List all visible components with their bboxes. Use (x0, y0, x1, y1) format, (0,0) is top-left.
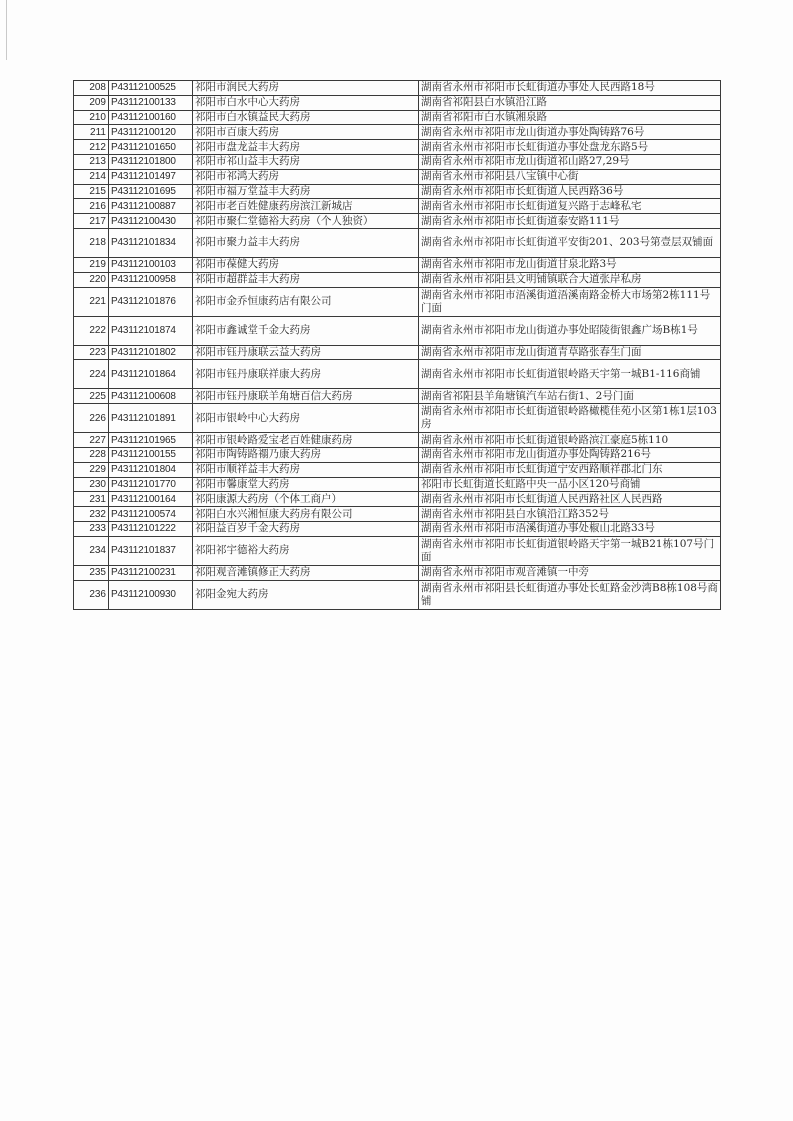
row-number: 221 (74, 287, 109, 316)
license-code: P43112100608 (109, 389, 193, 404)
license-code: P43112101864 (109, 360, 193, 389)
row-number: 214 (74, 169, 109, 184)
pharmacy-name: 祁阳祁宇德裕大药房 (193, 536, 419, 565)
license-code: P43112100103 (109, 257, 193, 272)
license-code: P43112100958 (109, 272, 193, 287)
pharmacy-address: 湖南省永州市祁阳市长虹街道办事处盘龙东路5号 (419, 140, 721, 155)
pharmacy-name: 祁阳市陶铸路禤乃康大药房 (193, 447, 419, 462)
license-code: P43112100155 (109, 447, 193, 462)
table-row (74, 287, 721, 316)
pharmacy-name: 祁阳市福万堂益丰大药房 (193, 184, 419, 199)
table-row (74, 477, 721, 492)
pharmacy-name: 祁阳市白水中心大药房 (193, 95, 419, 110)
pharmacy-address: 湖南省祁阳县白水镇沿江路 (419, 95, 721, 110)
pharmacy-name: 祁阳市聚力益丰大药房 (193, 228, 419, 257)
license-code: P43112100164 (109, 492, 193, 507)
pharmacy-address: 湖南省永州市祁阳市长虹街道泰安路111号 (419, 214, 721, 229)
pharmacy-address: 湖南省永州市祁阳市龙山街道青草路张春生门面 (419, 345, 721, 360)
pharmacy-address: 湖南省永州市祁阳市长虹街道办事处人民西路18号 (419, 81, 721, 96)
pharmacy-address: 湖南省永州市祁阳市龙山街道办事处昭陵街银鑫广场B栋1号 (419, 316, 721, 345)
row-number: 217 (74, 214, 109, 229)
table-row (74, 228, 721, 257)
row-number: 226 (74, 404, 109, 433)
pharmacy-address: 湖南省永州市祁阳市长虹街道银岭路天宇第一城B1-116商铺 (419, 360, 721, 389)
table-row (74, 580, 721, 609)
pharmacy-address: 湖南省永州市祁阳市浯溪街道浯溪南路金桥大市场第2栋111号门面 (419, 287, 721, 316)
row-number: 234 (74, 536, 109, 565)
license-code: P43112101837 (109, 536, 193, 565)
pharmacy-name: 祁阳市银岭路爱宝老百姓健康药房 (193, 433, 419, 448)
pharmacy-name: 祁阳市钰丹康联祥康大药房 (193, 360, 419, 389)
row-number: 228 (74, 447, 109, 462)
pharmacy-name: 祁阳康源大药房（个体工商户） (193, 492, 419, 507)
row-number: 212 (74, 140, 109, 155)
row-number: 216 (74, 199, 109, 214)
pharmacy-address: 湖南省永州市祁阳市长虹街道人民西路社区人民西路 (419, 492, 721, 507)
license-code: P43112100120 (109, 125, 193, 140)
pharmacy-name: 祁阳市钰丹康联羊角塘百信大药房 (193, 389, 419, 404)
row-number: 215 (74, 184, 109, 199)
table-row (74, 345, 721, 360)
table-row (74, 140, 721, 155)
row-number: 232 (74, 507, 109, 522)
table-row (74, 316, 721, 345)
table-row (74, 447, 721, 462)
pharmacy-address: 湖南省永州市祁阳市长虹街道宁安西路顺祥郡北门东 (419, 462, 721, 477)
row-number: 219 (74, 257, 109, 272)
license-code: P43112100430 (109, 214, 193, 229)
table-row (74, 199, 721, 214)
pharmacy-address: 湖南省永州市祁阳市长虹街道平安街201、203号第壹层双铺面 (419, 228, 721, 257)
license-code: P43112101876 (109, 287, 193, 316)
pharmacy-name: 祁阳益百岁千金大药房 (193, 521, 419, 536)
row-number: 210 (74, 110, 109, 125)
pharmacy-address: 湖南省永州市祁阳市龙山街道祁山路27,29号 (419, 154, 721, 169)
row-number: 229 (74, 462, 109, 477)
pharmacy-name: 祁阳市葆健大药房 (193, 257, 419, 272)
pharmacy-name: 祁阳金宛大药房 (193, 580, 419, 609)
row-number: 211 (74, 125, 109, 140)
pharmacy-name: 祁阳市百康大药房 (193, 125, 419, 140)
license-code: P43112100574 (109, 507, 193, 522)
pharmacy-name: 祁阳市老百姓健康药房滨江新城店 (193, 199, 419, 214)
table-row (74, 272, 721, 287)
table-row (74, 404, 721, 433)
pharmacy-name: 祁阳市超群益丰大药房 (193, 272, 419, 287)
table-row (74, 184, 721, 199)
license-code: P43112101800 (109, 154, 193, 169)
scan-edge-line (6, 0, 7, 60)
row-number: 213 (74, 154, 109, 169)
pharmacy-table-body (74, 81, 721, 610)
row-number: 209 (74, 95, 109, 110)
table-row (74, 360, 721, 389)
pharmacy-name: 祁阳市盘龙益丰大药房 (193, 140, 419, 155)
license-code: P43112101770 (109, 477, 193, 492)
license-code: P43112101695 (109, 184, 193, 199)
pharmacy-address: 湖南省永州市祁阳县文明铺镇联合大道张岸私房 (419, 272, 721, 287)
pharmacy-address: 祁阳市长虹街道长虹路中央一品小区120号商铺 (419, 477, 721, 492)
pharmacy-name: 祁阳观音滩镇修正大药房 (193, 565, 419, 580)
row-number: 231 (74, 492, 109, 507)
pharmacy-address: 湖南省永州市祁阳县白水镇沿江路352号 (419, 507, 721, 522)
license-code: P43112101802 (109, 345, 193, 360)
license-code: P43112100133 (109, 95, 193, 110)
pharmacy-address: 湖南省永州市祁阳市长虹街道复兴路于志峰私宅 (419, 199, 721, 214)
license-code: P43112100930 (109, 580, 193, 609)
table-row (74, 507, 721, 522)
table-row (74, 521, 721, 536)
table-row (74, 257, 721, 272)
pharmacy-address: 湖南省永州市祁阳市龙山街道甘泉北路3号 (419, 257, 721, 272)
pharmacy-address: 湖南省永州市祁阳市观音滩镇一中旁 (419, 565, 721, 580)
row-number: 222 (74, 316, 109, 345)
license-code: P43112101804 (109, 462, 193, 477)
table-row (74, 389, 721, 404)
table-row (74, 462, 721, 477)
pharmacy-name: 祁阳白水兴湘恒康大药房有限公司 (193, 507, 419, 522)
license-code: P43112101834 (109, 228, 193, 257)
row-number: 220 (74, 272, 109, 287)
table-row (74, 565, 721, 580)
table-row (74, 81, 721, 96)
pharmacy-address: 湖南省永州市祁阳市龙山街道办事处陶铸路76号 (419, 125, 721, 140)
table-row (74, 214, 721, 229)
row-number: 236 (74, 580, 109, 609)
pharmacy-address: 湖南省永州市祁阳市长虹街道银岭路滨江豪庭5栋110 (419, 433, 721, 448)
pharmacy-address: 湖南省永州市祁阳市长虹街道银岭路天宇第一城B21栋107号门面 (419, 536, 721, 565)
pharmacy-name: 祁阳市馨康堂大药房 (193, 477, 419, 492)
pharmacy-name: 祁阳市祁鸿大药房 (193, 169, 419, 184)
pharmacy-address: 湖南省祁阳县羊角塘镇汽车站右街1、2号门面 (419, 389, 721, 404)
license-code: P43112101222 (109, 521, 193, 536)
table-row (74, 433, 721, 448)
row-number: 218 (74, 228, 109, 257)
pharmacy-address: 湖南省永州市祁阳市长虹街道人民西路36号 (419, 184, 721, 199)
license-code: P43112100231 (109, 565, 193, 580)
license-code: P43112100160 (109, 110, 193, 125)
license-code: P43112101497 (109, 169, 193, 184)
pharmacy-name: 祁阳市鑫诚堂千金大药房 (193, 316, 419, 345)
license-code: P43112101874 (109, 316, 193, 345)
pharmacy-address: 湖南省祁阳市白水镇湘泉路 (419, 110, 721, 125)
pharmacy-address: 湖南省永州市祁阳市浯溪街道办事处椒山北路33号 (419, 521, 721, 536)
row-number: 227 (74, 433, 109, 448)
pharmacy-name: 祁阳市银岭中心大药房 (193, 404, 419, 433)
pharmacy-table (73, 80, 721, 610)
row-number: 230 (74, 477, 109, 492)
table-row (74, 125, 721, 140)
license-code: P43112100525 (109, 81, 193, 96)
pharmacy-name: 祁阳市润民大药房 (193, 81, 419, 96)
license-code: P43112101965 (109, 433, 193, 448)
table-row (74, 536, 721, 565)
license-code: P43112101650 (109, 140, 193, 155)
license-code: P43112100887 (109, 199, 193, 214)
row-number: 235 (74, 565, 109, 580)
table-row (74, 110, 721, 125)
table-row (74, 169, 721, 184)
row-number: 224 (74, 360, 109, 389)
pharmacy-name: 祁阳市金乔恒康药店有限公司 (193, 287, 419, 316)
table-row (74, 95, 721, 110)
row-number: 223 (74, 345, 109, 360)
pharmacy-name: 祁阳市顺祥益丰大药房 (193, 462, 419, 477)
pharmacy-address: 湖南省永州市祁阳县八宝镇中心街 (419, 169, 721, 184)
pharmacy-address: 湖南省永州市祁阳县长虹街道办事处长虹路金沙湾B8栋108号商铺 (419, 580, 721, 609)
pharmacy-name: 祁阳市祁山益丰大药房 (193, 154, 419, 169)
pharmacy-address: 湖南省永州市祁阳市长虹街道银岭路橄榄佳苑小区第1栋1层103房 (419, 404, 721, 433)
row-number: 233 (74, 521, 109, 536)
table-row (74, 154, 721, 169)
pharmacy-name: 祁阳市钰丹康联云益大药房 (193, 345, 419, 360)
row-number: 208 (74, 81, 109, 96)
license-code: P43112101891 (109, 404, 193, 433)
pharmacy-name: 祁阳市白水镇益民大药房 (193, 110, 419, 125)
row-number: 225 (74, 389, 109, 404)
pharmacy-address: 湖南省永州市祁阳市龙山街道办事处陶铸路216号 (419, 447, 721, 462)
table-row (74, 492, 721, 507)
pharmacy-name: 祁阳市聚仁堂德裕大药房（个人独资） (193, 214, 419, 229)
